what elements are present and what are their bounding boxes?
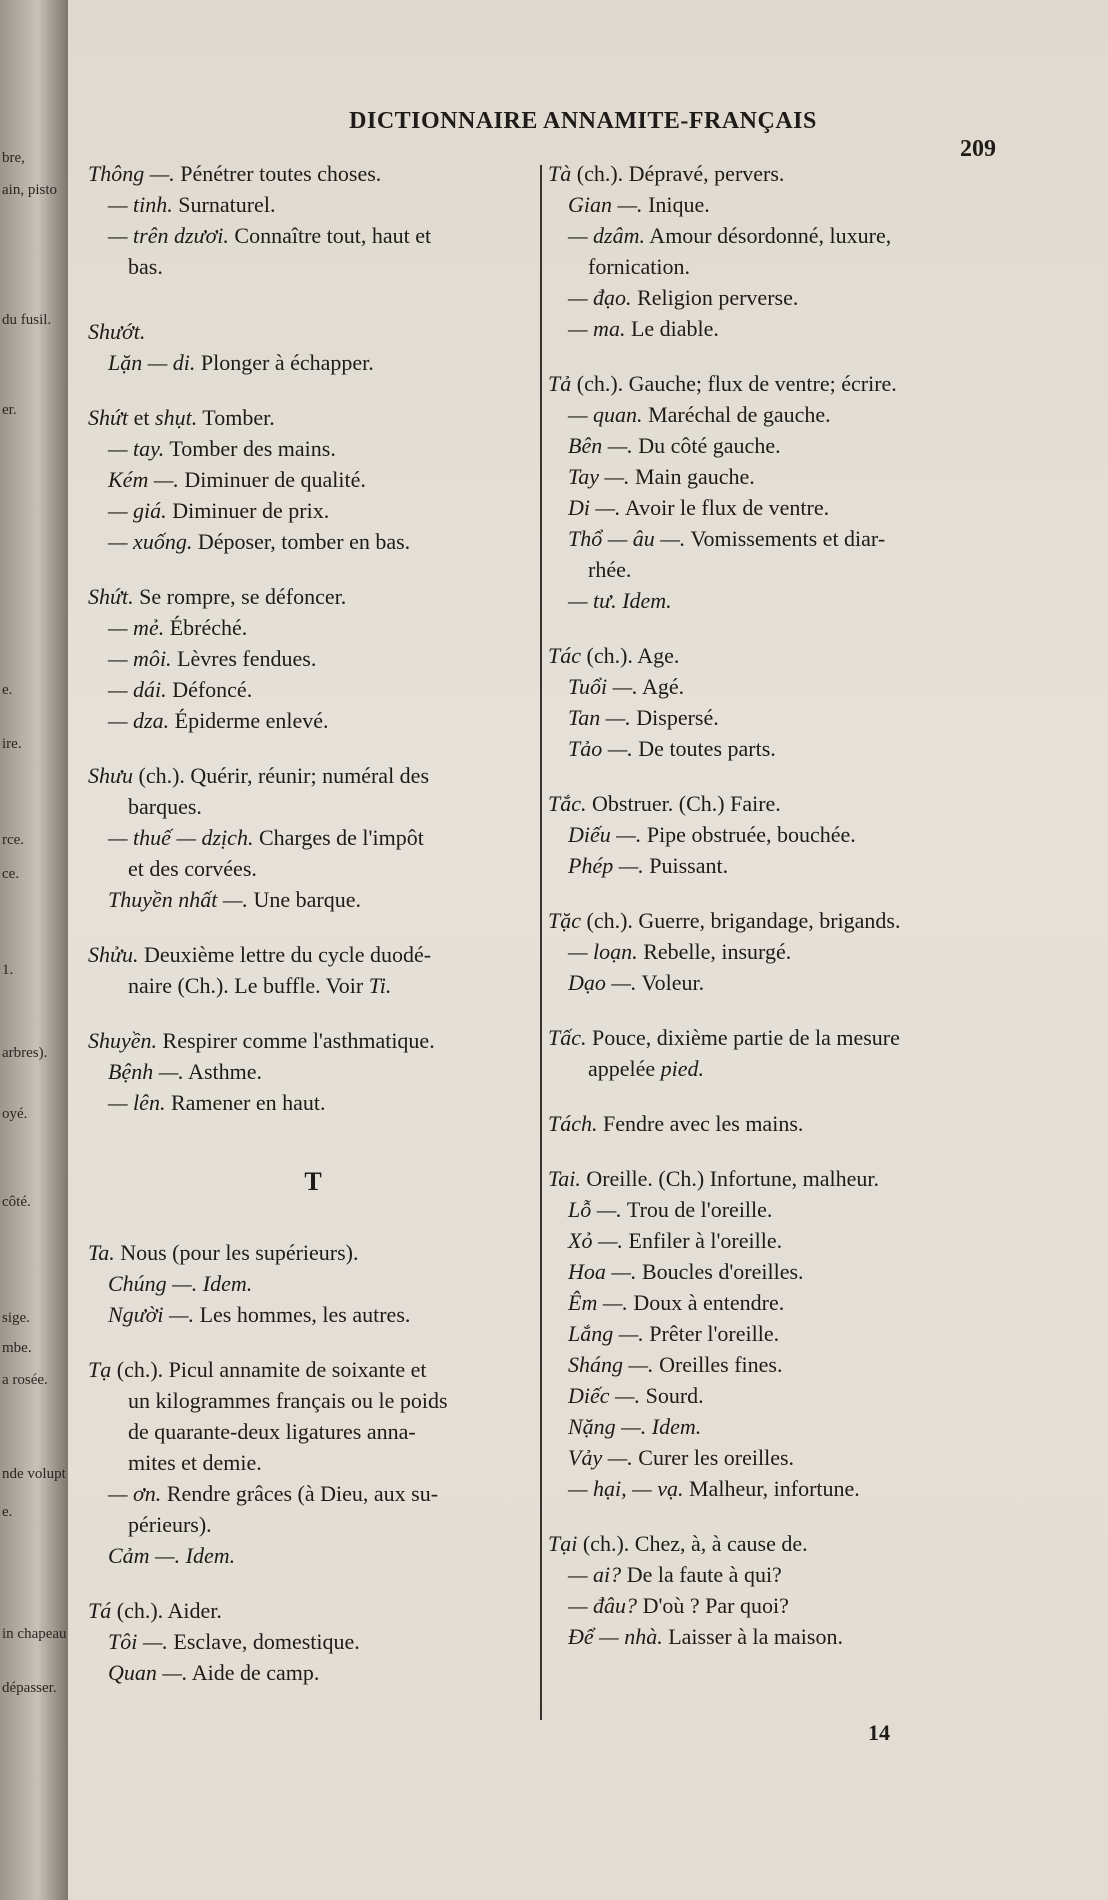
definition: Les hommes, les autres.	[194, 1302, 411, 1327]
subentry-term: Tan —.	[568, 705, 631, 730]
gutter-fragment: ire.	[2, 736, 22, 752]
section-letter: T	[304, 1167, 322, 1196]
subentry-term: — giá.	[108, 498, 167, 523]
dictionary-entry	[88, 316, 538, 378]
headword: Shứt.	[88, 584, 134, 609]
definition: Deuxième lettre du cycle duodé-	[138, 942, 432, 967]
dictionary-entry	[548, 905, 1078, 998]
definition: Ramener en haut.	[165, 1090, 326, 1115]
headword: Shưu	[88, 763, 133, 788]
headword: Thông —.	[88, 161, 175, 186]
subentry-term: — lên.	[108, 1090, 166, 1115]
definition: Curer les oreilles.	[632, 1445, 795, 1470]
definition-continuation: barques.	[128, 794, 202, 819]
definition: Sourd.	[640, 1383, 704, 1408]
subentry-term: — tư.	[568, 588, 617, 613]
subentry-term: Sháng —.	[568, 1352, 654, 1377]
definition: Inique.	[642, 192, 710, 217]
subentry-term: Bệnh —.	[108, 1059, 184, 1084]
dictionary-entry	[88, 1354, 538, 1571]
definition-continuation: bas.	[128, 254, 163, 279]
definition: D'où ? Par quoi?	[637, 1593, 789, 1618]
dictionary-entry	[548, 640, 1078, 764]
definition: Agé.	[637, 674, 685, 699]
left-column	[88, 158, 538, 1712]
definition: (ch.). Age.	[581, 643, 680, 668]
dictionary-entry: Shứt et shụt. Tomber. — tay. Tomber des mains. Kém —. Diminuer de qualité. — giá. Diminuer de prix. — xuống. Déposer, tomber en bas.	[88, 405, 411, 554]
subentry-term: Diếc —.	[568, 1383, 641, 1408]
headword: Tả	[548, 371, 572, 396]
headword: Shứt	[88, 405, 129, 430]
subentry-term: — hại, — vạ.	[568, 1476, 684, 1501]
definition: Lèvres fendues.	[171, 646, 317, 671]
subentry-term: Lặn — di.	[108, 350, 196, 375]
headword: Tấc.	[548, 1025, 587, 1050]
definition: Asthme.	[183, 1059, 262, 1084]
definition: Pipe obstruée, bouchée.	[641, 822, 856, 847]
subentry-term: — môi.	[108, 646, 172, 671]
subentry-term: Để — nhà.	[568, 1624, 663, 1649]
definition: (ch.). Dépravé, pervers.	[571, 161, 785, 186]
subentry-term: — ma.	[568, 316, 626, 341]
definition: Pénétrer toutes choses.	[174, 161, 382, 186]
definition: Ébréché.	[164, 615, 248, 640]
definition: Rendre grâces (à Dieu, aux su-	[161, 1481, 439, 1506]
definition: Vomissements et diar-	[685, 526, 886, 551]
dictionary-entry	[548, 368, 1078, 616]
definition-continuation: mites et demie.	[128, 1450, 262, 1475]
definition: Du côté gauche.	[632, 433, 781, 458]
gutter-fragment: mbe.	[2, 1340, 32, 1356]
definition: Tomber des mains.	[164, 436, 336, 461]
dictionary-entry	[88, 1595, 538, 1688]
dictionary-entry	[548, 1163, 1078, 1504]
subentry-term: Hoa —.	[568, 1259, 637, 1284]
dictionary-entry	[88, 760, 538, 915]
subentry-term: — dza.	[108, 708, 170, 733]
definition: Esclave, domestique.	[167, 1629, 360, 1654]
subentry-term: Người —.	[108, 1302, 195, 1327]
definition: Une barque.	[247, 887, 361, 912]
headword: Ta.	[88, 1240, 115, 1265]
dictionary-entry	[548, 1108, 1078, 1139]
definition: (ch.). Picul annamite de soixante et	[111, 1357, 427, 1382]
definition: (ch.). Guerre, brigandage, brigands.	[581, 908, 901, 933]
definition: Pouce, dixième partie de la mesure	[586, 1025, 900, 1050]
definition: Religion perverse.	[631, 285, 799, 310]
subentry-term: Tuổi —.	[568, 674, 638, 699]
gutter-fragment: dépasser.	[2, 1680, 57, 1696]
definition: Déposer, tomber en bas.	[192, 529, 411, 554]
definition: Surnaturel.	[172, 192, 276, 217]
definition: Obstruer. (Ch.) Faire.	[586, 791, 781, 816]
headword: Shửu.	[88, 942, 139, 967]
subentry-term: — tinh.	[108, 192, 173, 217]
definition: Idem.	[646, 1414, 702, 1439]
definition: (ch.). Gauche; flux de ventre; écrire.	[571, 371, 897, 396]
definition: Dispersé.	[630, 705, 719, 730]
column-divider	[540, 165, 542, 1720]
definition: Charges de l'impôt	[253, 825, 424, 850]
definition: (ch.). Quérir, réunir; numéral des	[133, 763, 430, 788]
subentry-term: — tay.	[108, 436, 165, 461]
headword-variant: shụt.	[155, 405, 198, 430]
definition: (ch.). Chez, à, à cause de.	[577, 1531, 808, 1556]
dictionary-entry	[88, 1025, 538, 1118]
definition: Idem.	[616, 588, 672, 613]
definition-continuation: et des corvées.	[128, 856, 257, 881]
definition: Doux à entendre.	[627, 1290, 785, 1315]
definition: Défoncé.	[166, 677, 253, 702]
subentry-term: Chúng —.	[108, 1271, 198, 1296]
gutter-fragment: bre,	[2, 150, 25, 166]
definition: Rebelle, insurgé.	[637, 939, 792, 964]
dictionary-page	[68, 0, 1108, 1900]
dictionary-entry	[548, 788, 1078, 881]
definition: Puissant.	[643, 853, 729, 878]
definition: Tomber.	[197, 405, 275, 430]
definition-continuation: rhée.	[588, 557, 632, 582]
definition: Connaître tout, haut et	[228, 223, 432, 248]
definition: Malheur, infortune.	[683, 1476, 860, 1501]
definition: Main gauche.	[629, 464, 755, 489]
definition: Fendre avec les mains.	[597, 1111, 804, 1136]
definition: Avoir le flux de ventre.	[620, 495, 830, 520]
gutter-fragment: arbres).	[2, 1045, 48, 1061]
gutter-fragment: sige.	[2, 1310, 30, 1326]
subentry-term: — xuống.	[108, 529, 193, 554]
subentry-term: — ơn.	[108, 1481, 162, 1506]
subentry-term: Vảy —.	[568, 1445, 633, 1470]
subentry-term: Tay —.	[568, 464, 630, 489]
definition-continuation: appelée	[588, 1056, 661, 1081]
subentry-term: Di —.	[568, 495, 621, 520]
subentry-term: Êm —.	[568, 1290, 628, 1315]
definition: (ch.). Aider.	[111, 1598, 222, 1623]
definition: Épiderme enlevé.	[169, 708, 329, 733]
subentry-term: Bên —.	[568, 433, 633, 458]
gutter-fragment: nde volupt	[2, 1466, 66, 1482]
signature-mark: 14	[868, 1720, 890, 1745]
dictionary-entry	[88, 581, 538, 736]
page-number: 209	[960, 136, 996, 162]
definition: Voleur.	[636, 970, 705, 995]
definition: De la faute à qui?	[621, 1562, 782, 1587]
emphasis: pied.	[660, 1056, 705, 1081]
gutter-fragment: rce.	[2, 832, 25, 848]
right-column	[548, 158, 1078, 1676]
subentry-term: Nặng —.	[568, 1414, 647, 1439]
subentry-term: Quan —.	[108, 1660, 188, 1685]
definition: Diminuer de prix.	[166, 498, 330, 523]
gutter-fragment: in chapeau	[2, 1626, 67, 1642]
binding-gutter	[0, 0, 68, 1900]
subentry-term: — ai?	[568, 1562, 622, 1587]
definition: Amour désordonné, luxure,	[645, 223, 892, 248]
gutter-fragment: e.	[2, 682, 13, 698]
headword: Tác	[548, 643, 581, 668]
subentry-term: — dái.	[108, 677, 167, 702]
subentry-term: — loạn.	[568, 939, 638, 964]
gutter-fragment: du fusil.	[2, 312, 52, 328]
definition-continuation: un kilogrammes français ou le poids	[128, 1388, 448, 1413]
headword: Tạ	[88, 1357, 112, 1382]
subentry-term: Phép —.	[568, 853, 644, 878]
dictionary-entry	[548, 1022, 1078, 1084]
subentry-term: — dzâm.	[568, 223, 646, 248]
dictionary-entry	[548, 158, 1078, 344]
subentry-term: Thuyền nhất —.	[108, 887, 248, 912]
definition-continuation: de quarante-deux ligatures anna-	[128, 1419, 416, 1444]
definition: Aide de camp.	[187, 1660, 320, 1685]
subentry-term: — đâu?	[568, 1593, 638, 1618]
subentry-term: — đạo.	[568, 285, 632, 310]
cross-reference: Ti.	[368, 973, 392, 998]
subentry-term: — quan.	[568, 402, 643, 427]
definition: Maréchal de gauche.	[642, 402, 831, 427]
definition: Le diable.	[625, 316, 719, 341]
subentry-term: Diếu —.	[568, 822, 642, 847]
definition: Respirer comme l'asthmatique.	[157, 1028, 435, 1053]
headword: Tai.	[548, 1166, 581, 1191]
running-header: DICTIONNAIRE ANNAMITE-FRANÇAIS	[349, 108, 817, 134]
headword: Tà	[548, 161, 572, 186]
definition: Plonger à échapper.	[195, 350, 374, 375]
subentry-term: Lắng —.	[568, 1321, 644, 1346]
gutter-fragment: a rosée.	[2, 1372, 48, 1388]
subentry-term: Gian —.	[568, 192, 643, 217]
dictionary-entry	[88, 1237, 538, 1330]
headword: Tách.	[548, 1111, 598, 1136]
dictionary-entry	[548, 1528, 1078, 1652]
subentry-term: Cảm —.	[108, 1543, 181, 1568]
subentry-term: Xỏ —.	[568, 1228, 623, 1253]
subentry-term: — thuế — dzịch.	[108, 825, 254, 850]
subentry-term: Tảo —.	[568, 736, 633, 761]
definition-continuation: périeurs).	[128, 1512, 212, 1537]
definition: Laisser à la maison.	[662, 1624, 843, 1649]
headword: Tại	[548, 1531, 578, 1556]
subentry-term: — trên dzươi.	[108, 223, 229, 248]
dictionary-entry	[88, 158, 538, 282]
definition: Nous (pour les supérieurs).	[114, 1240, 359, 1265]
subentry-term: Dạo —.	[568, 970, 637, 995]
gutter-fragment: oyé.	[2, 1106, 28, 1122]
definition: Prêter l'oreille.	[643, 1321, 780, 1346]
subentry-term: Tôi —.	[108, 1629, 168, 1654]
gutter-fragment: e.	[2, 1504, 13, 1520]
definition: Trou de l'oreille.	[621, 1197, 773, 1222]
dictionary-entry	[88, 939, 538, 1001]
subentry-term: Kém —.	[108, 467, 179, 492]
headword: Tắc.	[548, 791, 587, 816]
gutter-fragment: ain, pisto	[2, 182, 57, 198]
headword: Tá	[88, 1598, 112, 1623]
gutter-fragment: ce.	[2, 866, 20, 882]
definition: Boucles d'oreilles.	[636, 1259, 804, 1284]
definition-continuation: fornication.	[588, 254, 691, 279]
gutter-fragment: er.	[2, 402, 17, 418]
definition: Diminuer de qualité.	[178, 467, 366, 492]
definition: Se rompre, se défoncer.	[133, 584, 347, 609]
headword: Shuyền.	[88, 1028, 158, 1053]
headword: Tặc	[548, 908, 581, 933]
definition-continuation: naire (Ch.). Le buffle. Voir	[128, 973, 369, 998]
subentry-term: Lỗ —.	[568, 1197, 622, 1222]
subentry-term: Thổ — âu —.	[568, 526, 686, 551]
headword: Shướt.	[88, 319, 146, 344]
definition: Oreilles fines.	[653, 1352, 783, 1377]
definition: Enfiler à l'oreille.	[623, 1228, 783, 1253]
definition: Idem.	[197, 1271, 253, 1296]
definition: Idem.	[180, 1543, 236, 1568]
gutter-fragment: 1.	[2, 962, 14, 978]
definition: De toutes parts.	[632, 736, 776, 761]
subentry-term: — mẻ.	[108, 615, 165, 640]
definition: Oreille. (Ch.) Infortune, malheur.	[580, 1166, 879, 1191]
gutter-fragment: côté.	[2, 1194, 31, 1210]
